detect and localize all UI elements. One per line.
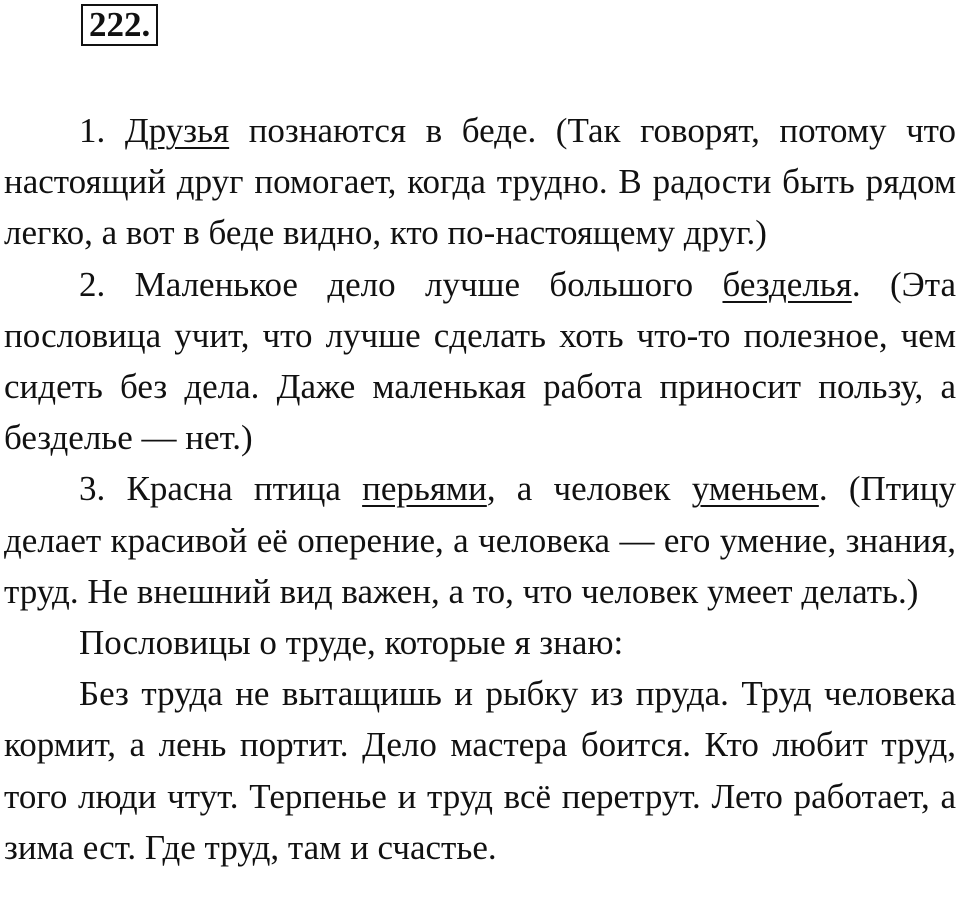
paragraph-heading-labor-proverbs: Пословицы о труде, которые я знаю: — [79, 623, 624, 663]
proverb-1-underlined-word: Друзья — [124, 111, 230, 150]
proverb-3-underlined-word-2: уменьем — [691, 469, 819, 509]
proverb-1-lead: 1. — [79, 111, 125, 150]
proverb-2-rest: . (Эта пословица учит, что лучше сделать хоть что-то полезное, чем сидеть без дела. Даже маленькая работа приносит пользу, а безделье — нет.) — [4, 264, 956, 458]
proverb-2-underlined-word: безделья — [722, 264, 852, 304]
answer-text — [4, 105, 956, 873]
proverb-3-mid: , а человек — [486, 469, 692, 509]
task-number-dot: . — [141, 5, 151, 44]
proverb-3-lead: 3. Красна птица — [79, 469, 363, 509]
proverb-2-lead: 2. Маленькое дело лучше большого — [79, 264, 723, 304]
task-number-box — [81, 4, 158, 46]
proverb-1-rest: познаются в беде. (Так говорят, потому что настоящий друг помогает, когда трудно. В радости быть рядом легко, а вот в беде видно, кто по-настоящему друг.) — [4, 111, 956, 253]
proverb-3-rest: . (Птицу делает красивой её оперение, а человека — его умение, знания, труд. Не внешний вид важен, а то, что человек умеет делать.) — [4, 469, 956, 611]
task-number: 222 — [89, 5, 142, 44]
proverb-3-underlined-word-1: перьями — [362, 469, 487, 509]
paragraph-proverb-1 — [4, 105, 956, 259]
paragraph-proverb-2 — [4, 259, 956, 464]
paragraph-labor-proverbs: Без труда не вытащишь и рыбку из пруда. Труд человека кормит, а лень портит. Дело мастера боится. Кто любит труд, того люди чтут. Терпенье и труд всё перетрут. Лето работает, а зима ест. Где труд, там и счастье. — [4, 674, 956, 867]
paragraph-proverb-3 — [4, 463, 956, 617]
